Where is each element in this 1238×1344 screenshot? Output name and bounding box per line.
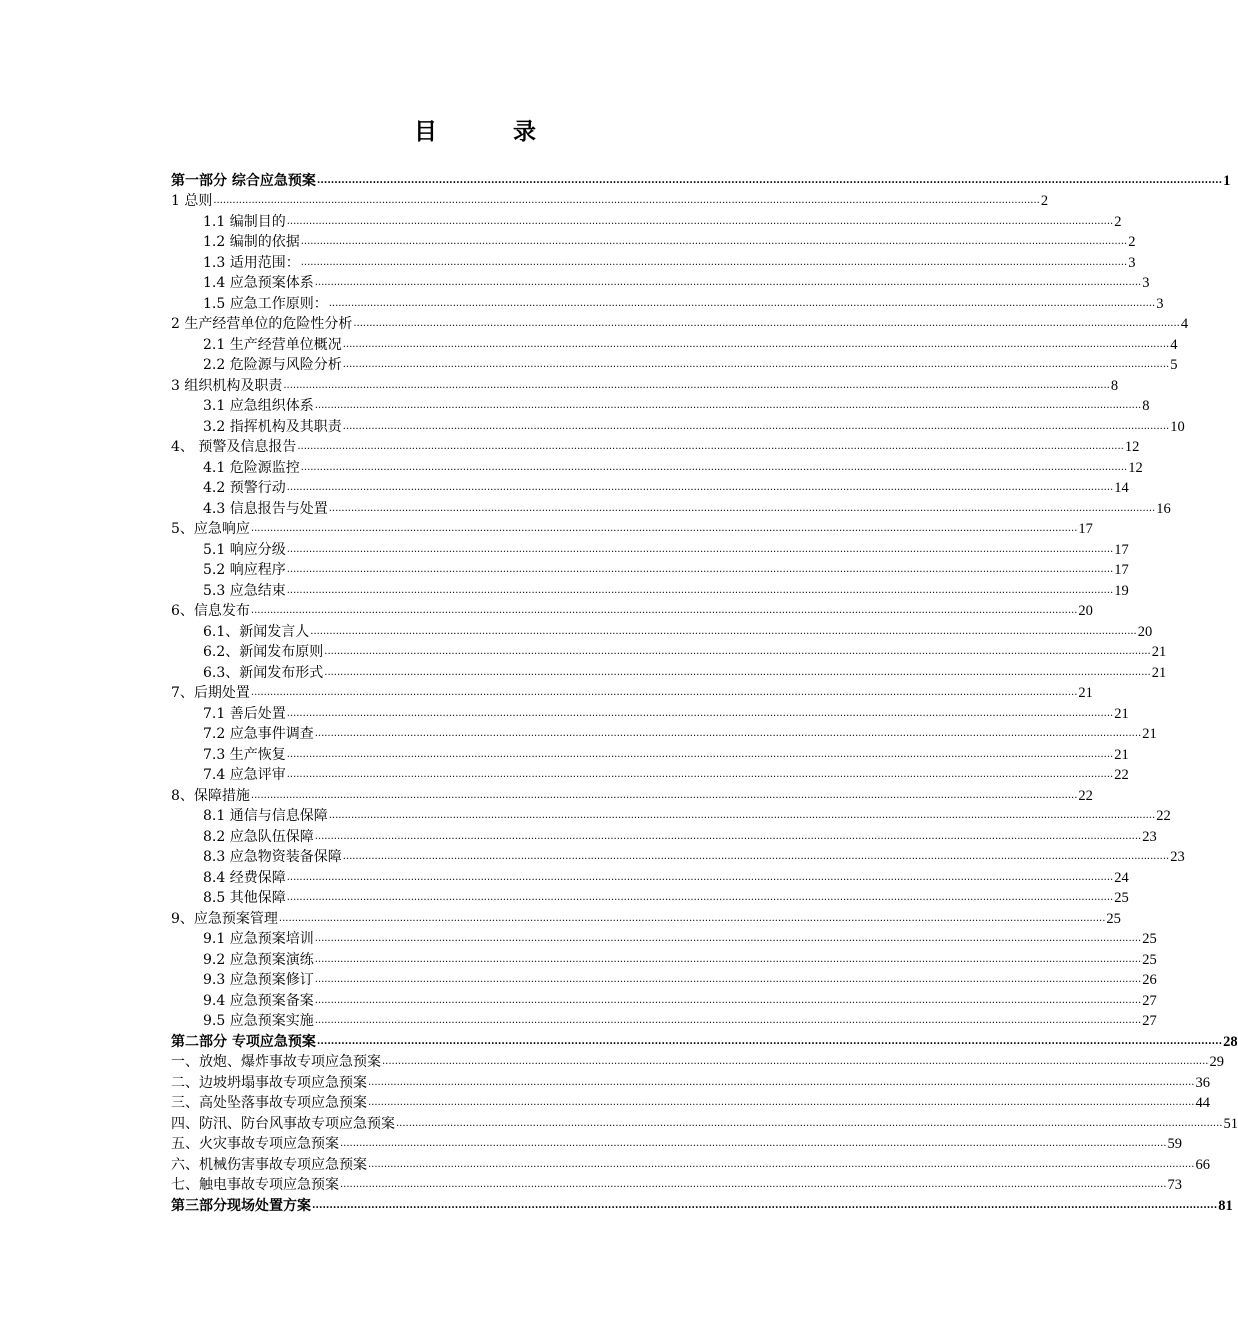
toc-entry[interactable] [171, 806, 1171, 827]
toc-page-number: 21 [1151, 664, 1167, 681]
toc-page-number: 12 [1128, 459, 1143, 476]
toc-entry-title: 6.3、新闻发布形式 [203, 664, 324, 681]
toc-entry-title: 5.2 响应程序 [203, 562, 286, 578]
toc-entry-title: 4、 预警及信息报告 [171, 439, 297, 455]
toc-dot-leader: .................................................................................................................................................................................................................................................................... [286, 584, 1114, 596]
toc-entry[interactable] [171, 867, 1129, 888]
toc-entry-title: 9.3 应急预案修订 [203, 972, 314, 988]
toc-dot-leader: .................................................................................................................................................................................................................................................................... [314, 1015, 1142, 1026]
toc-entry[interactable] [171, 191, 1049, 212]
toc-entry[interactable] [171, 1134, 1182, 1155]
toc-page-number: 66 [1195, 1156, 1210, 1173]
toc-entry[interactable] [171, 826, 1157, 847]
toc-page-number: 14 [1114, 480, 1129, 496]
toc-entry[interactable] [171, 929, 1157, 950]
toc-entry[interactable] [171, 580, 1129, 601]
toc-entry-title: 二、边坡坍塌事故专项应急预案 [171, 1074, 367, 1091]
toc-entry[interactable] [171, 314, 1189, 335]
toc-entry-title: 6.1、新闻发言人 [203, 623, 310, 640]
toc-entry[interactable] [171, 232, 1136, 253]
toc-dot-leader: .................................................................................................................................................................................................................................................................... [396, 1117, 1223, 1129]
toc-entry-title: 第一部分 综合应急预案 [171, 172, 316, 189]
toc-entry-title: 5、应急响应 [171, 521, 250, 537]
toc-dot-leader: .................................................................................................................................................................................................................................................................... [300, 236, 1128, 247]
toc-entry[interactable] [171, 744, 1129, 765]
toc-dot-leader: .................................................................................................................................................................................................................................................................... [286, 871, 1114, 883]
toc-dot-leader: .................................................................................................................................................................................................................................................................... [340, 1179, 1167, 1190]
toc-entry-title: 9.2 应急预案演练 [203, 951, 314, 968]
toc-entry[interactable] [171, 601, 1093, 622]
toc-dot-leader: .................................................................................................................................................................................................................................................................... [314, 953, 1142, 965]
toc-page-number: 3 [1128, 254, 1136, 271]
toc-entry[interactable] [171, 765, 1129, 786]
toc-entry-title: 9.4 应急预案备案 [203, 992, 314, 1009]
toc-entry-title: 8.3 应急物资装备保障 [203, 849, 342, 865]
toc-page-number: 44 [1195, 1095, 1210, 1111]
toc-entry-title: 9.5 应急预案实施 [203, 1013, 314, 1029]
toc-page-number: 73 [1167, 1177, 1182, 1193]
toc-entry[interactable] [171, 273, 1150, 294]
toc-dot-leader: .................................................................................................................................................................................................................................................................... [314, 830, 1142, 842]
toc-dot-leader: .................................................................................................................................................................................................................................................................... [300, 256, 1128, 268]
toc-dot-leader: .................................................................................................................................................................................................................................................................... [314, 277, 1142, 288]
toc-page-number: 25 [1142, 951, 1157, 968]
toc-page-number: 23 [1170, 849, 1185, 865]
toc-dot-leader: .................................................................................................................................................................................................................................................................... [353, 318, 1180, 329]
toc-entry-title: 2 生产经营单位的危险性分析 [171, 316, 353, 332]
toc-entry-title: 9、应急预案管理 [171, 910, 278, 927]
toc-entry[interactable] [171, 1195, 1233, 1216]
toc-entry-title: 8.1 通信与信息保障 [203, 808, 328, 824]
toc-dot-leader: .................................................................................................................................................................................................................................................................... [368, 1076, 1195, 1088]
toc-dot-leader: .................................................................................................................................................................................................................................................................... [286, 564, 1114, 575]
toc-dot-leader: .................................................................................................................................................................................................................................................................... [297, 441, 1124, 452]
toc-dot-leader: .................................................................................................................................................................................................................................................................... [340, 1138, 1167, 1149]
toc-dot-leader: .................................................................................................................................................................................................................................................................... [286, 748, 1114, 760]
toc-entry-title: 4.1 危险源监控 [203, 459, 300, 476]
toc-entry[interactable] [171, 355, 1178, 376]
toc-page-number: 12 [1124, 439, 1140, 455]
toc-entry[interactable] [171, 170, 1231, 191]
toc-entry-title: 2.2 危险源与风险分析 [203, 357, 342, 373]
toc-dot-leader: .................................................................................................................................................................................................................................................................... [250, 523, 1078, 534]
toc-entry[interactable] [171, 519, 1093, 540]
toc-entry-title: 4.2 预警行动 [203, 480, 286, 496]
toc-dot-leader: .................................................................................................................................................................................................................................................................... [328, 810, 1156, 821]
toc-entry[interactable] [171, 683, 1093, 704]
toc-entry[interactable] [171, 396, 1150, 417]
toc-entry-title: 一、放炮、爆炸事故专项应急预案 [171, 1054, 381, 1070]
toc-entry-title: 7.4 应急评审 [203, 767, 286, 783]
toc-entry-title: 9.1 应急预案培训 [203, 931, 314, 947]
toc-page-number: 4 [1180, 316, 1189, 332]
toc-entry-title: 3.1 应急组织体系 [203, 398, 314, 414]
toc-page-number: 21 [1114, 705, 1129, 722]
toc-dot-leader: .................................................................................................................................................................................................................................................................... [382, 1056, 1209, 1067]
toc-dot-leader: .................................................................................................................................................................................................................................................................... [314, 400, 1142, 411]
toc-page-number: 81 [1218, 1197, 1233, 1214]
toc-page-number: 8 [1142, 398, 1150, 414]
toc-page-number: 27 [1142, 992, 1157, 1009]
toc-entry[interactable] [171, 334, 1178, 355]
toc-dot-leader: .................................................................................................................................................................................................................................................................... [310, 625, 1137, 637]
toc-entry-title: 7.3 生产恢复 [203, 746, 286, 763]
toc-dot-leader: .................................................................................................................................................................................................................................................................... [286, 707, 1114, 719]
toc-dot-leader: .................................................................................................................................................................................................................................................................... [328, 502, 1156, 514]
toc-page-number: 17 [1114, 562, 1129, 578]
toc-page-number: 26 [1142, 972, 1157, 988]
toc-dot-leader: .................................................................................................................................................................................................................................................................... [283, 379, 1110, 391]
toc-entry[interactable] [171, 1011, 1157, 1032]
toc-entry-title: 4.3 信息报告与处置 [203, 500, 328, 517]
toc-entry-title: 1.1 编制目的 [203, 213, 286, 230]
toc-page-number: 3 [1142, 275, 1150, 291]
toc-entry[interactable] [171, 785, 1093, 806]
toc-dot-leader: .................................................................................................................................................................................................................................................................... [213, 195, 1040, 206]
toc-entry-title: 1.5 应急工作原则： [203, 295, 328, 312]
toc-page-number: 8 [1110, 377, 1119, 394]
toc-entry[interactable] [171, 416, 1185, 437]
toc-page-number: 29 [1209, 1054, 1224, 1070]
toc-entry-title: 7.1 善后处置 [203, 705, 286, 722]
toc-dot-leader: .................................................................................................................................................................................................................................................................... [314, 728, 1142, 739]
toc-entry[interactable] [171, 560, 1129, 581]
toc-entry[interactable] [171, 1175, 1182, 1196]
toc-entry-title: 2.1 生产经营单位概况 [203, 336, 342, 353]
toc-entry-title: 三、高处坠落事故专项应急预案 [171, 1095, 367, 1111]
toc-entry-title: 第三部分现场处置方案 [171, 1197, 311, 1214]
toc-dot-leader: .................................................................................................................................................................................................................................................................... [300, 461, 1128, 473]
toc-entry-title: 6.2、新闻发布原则 [203, 644, 324, 660]
toc-entry-title: 7.2 应急事件调查 [203, 726, 314, 742]
toc-dot-leader: .................................................................................................................................................................................................................................................................... [342, 851, 1170, 862]
toc-entry[interactable] [171, 888, 1129, 909]
toc-page-number: 1 [1223, 172, 1231, 189]
toc-dot-leader: .................................................................................................................................................................................................................................................................... [316, 1035, 1223, 1047]
toc-dot-leader: .................................................................................................................................................................................................................................................................... [368, 1158, 1195, 1170]
toc-page-number: 3 [1156, 295, 1164, 312]
toc-dot-leader: .................................................................................................................................................................................................................................................................... [250, 605, 1078, 616]
toc-entry[interactable] [171, 908, 1121, 929]
toc-entry[interactable] [171, 375, 1119, 396]
toc-page-number: 21 [1142, 726, 1157, 742]
toc-entry-title: 第二部分 专项应急预案 [171, 1033, 316, 1050]
toc-entry[interactable] [171, 252, 1136, 273]
toc-page-number: 25 [1114, 890, 1129, 906]
toc-dot-leader: .................................................................................................................................................................................................................................................................... [342, 338, 1170, 350]
toc-page-number: 22 [1156, 808, 1171, 824]
toc-dot-leader: .................................................................................................................................................................................................................................................................... [342, 359, 1170, 370]
toc-entry[interactable] [171, 703, 1129, 724]
toc-page-number: 20 [1078, 603, 1093, 619]
toc-dot-leader: .................................................................................................................................................................................................................................................................... [286, 769, 1114, 780]
toc-page-number: 2 [1128, 234, 1136, 250]
toc-page-number: 17 [1114, 541, 1129, 558]
toc-dot-leader: .................................................................................................................................................................................................................................................................... [286, 482, 1114, 493]
table-of-contents [171, 170, 1238, 1216]
toc-entry[interactable] [171, 621, 1153, 642]
toc-page-number: 27 [1142, 1013, 1157, 1029]
toc-page-number: 25 [1142, 931, 1157, 947]
toc-entry-title: 6、信息发布 [171, 603, 250, 619]
toc-entry[interactable] [171, 662, 1167, 683]
toc-page-number: 36 [1195, 1074, 1210, 1091]
toc-page-number: 10 [1170, 418, 1185, 435]
toc-entry[interactable] [171, 437, 1140, 458]
toc-page-number: 16 [1156, 500, 1171, 517]
toc-dot-leader: .................................................................................................................................................................................................................................................................... [314, 933, 1142, 944]
toc-entry-title: 3.2 指挥机构及其职责 [203, 418, 342, 435]
toc-page-number: 24 [1114, 869, 1129, 886]
toc-page-number: 22 [1078, 787, 1093, 804]
toc-entry-title: 8.5 其他保障 [203, 890, 286, 906]
toc-entry-title: 1 总则 [171, 193, 213, 209]
toc-dot-leader: .................................................................................................................................................................................................................................................................... [316, 174, 1223, 186]
toc-entry[interactable] [171, 970, 1157, 991]
toc-entry[interactable] [171, 847, 1185, 868]
toc-page-number: 28 [1223, 1033, 1238, 1050]
toc-dot-leader: .................................................................................................................................................................................................................................................................... [312, 1199, 1218, 1211]
toc-page-number: 5 [1170, 357, 1178, 373]
toc-entry-title: 1.4 应急预案体系 [203, 275, 314, 291]
toc-entry-title: 五、火灾事故专项应急预案 [171, 1136, 339, 1152]
toc-entry-title: 3 组织机构及职责 [171, 377, 283, 394]
toc-entry-title: 七、触电事故专项应急预案 [171, 1177, 339, 1193]
toc-entry-title: 7、后期处置 [171, 685, 250, 701]
toc-dot-leader: .................................................................................................................................................................................................................................................................... [324, 646, 1151, 657]
toc-page-number: 21 [1151, 644, 1167, 660]
toc-entry-title: 5.3 应急结束 [203, 582, 286, 599]
toc-entry[interactable] [171, 724, 1157, 745]
toc-page-number: 51 [1223, 1115, 1238, 1132]
toc-entry[interactable] [171, 642, 1167, 663]
toc-entry-title: 1.3 适用范围： [203, 254, 300, 271]
toc-entry[interactable] [171, 990, 1157, 1011]
toc-dot-leader: .................................................................................................................................................................................................................................................................... [342, 420, 1170, 432]
toc-entry[interactable] [171, 1031, 1238, 1052]
toc-dot-leader: .................................................................................................................................................................................................................................................................... [286, 215, 1114, 227]
toc-entry[interactable] [171, 1154, 1210, 1175]
toc-page-number: 22 [1114, 767, 1129, 783]
toc-entry[interactable] [171, 1072, 1210, 1093]
toc-dot-leader: .................................................................................................................................................................................................................................................................... [314, 974, 1142, 985]
toc-page-number: 4 [1170, 336, 1178, 353]
toc-entry[interactable] [171, 457, 1143, 478]
toc-page-number: 23 [1142, 828, 1157, 845]
toc-dot-leader: .................................................................................................................................................................................................................................................................... [314, 994, 1142, 1006]
toc-dot-leader: .................................................................................................................................................................................................................................................................... [278, 912, 1106, 924]
toc-dot-leader: .................................................................................................................................................................................................................................................................... [286, 892, 1114, 903]
toc-entry-title: 四、防汛、防台风事故专项应急预案 [171, 1115, 395, 1132]
toc-page-number: 2 [1114, 213, 1122, 230]
toc-entry[interactable] [171, 1093, 1210, 1114]
toc-page-number: 2 [1040, 193, 1049, 209]
toc-dot-leader: .................................................................................................................................................................................................................................................................... [250, 687, 1078, 698]
toc-entry-title: 5.1 响应分级 [203, 541, 286, 558]
toc-entry[interactable] [171, 498, 1171, 519]
toc-entry[interactable] [171, 478, 1129, 499]
toc-entry-title: 8.4 经费保障 [203, 869, 286, 886]
toc-page-number: 59 [1167, 1136, 1182, 1152]
toc-page-number: 21 [1078, 685, 1093, 701]
toc-dot-leader: .................................................................................................................................................................................................................................................................... [250, 789, 1078, 801]
toc-entry-title: 1.2 编制的依据 [203, 234, 300, 250]
toc-dot-leader: .................................................................................................................................................................................................................................................................... [324, 666, 1151, 678]
toc-entry-title: 8、保障措施 [171, 787, 250, 804]
toc-dot-leader: .................................................................................................................................................................................................................................................................... [368, 1097, 1195, 1108]
toc-entry[interactable] [171, 539, 1129, 560]
toc-dot-leader: .................................................................................................................................................................................................................................................................... [328, 297, 1156, 309]
toc-page-number: 19 [1114, 582, 1129, 599]
toc-entry[interactable] [171, 949, 1157, 970]
toc-entry-title: 8.2 应急队伍保障 [203, 828, 314, 845]
toc-entry-title: 六、机械伤害事故专项应急预案 [171, 1156, 367, 1173]
toc-page-number: 17 [1078, 521, 1093, 537]
toc-entry[interactable] [171, 293, 1164, 314]
page-title: 目 录 [413, 119, 570, 145]
toc-page-number: 21 [1114, 746, 1129, 763]
toc-entry[interactable] [171, 1113, 1238, 1134]
toc-page-number: 25 [1106, 910, 1121, 927]
toc-dot-leader: .................................................................................................................................................................................................................................................................... [286, 543, 1114, 555]
toc-page-number: 20 [1137, 623, 1153, 640]
toc-entry[interactable] [171, 211, 1122, 232]
toc-entry[interactable] [171, 1052, 1224, 1073]
